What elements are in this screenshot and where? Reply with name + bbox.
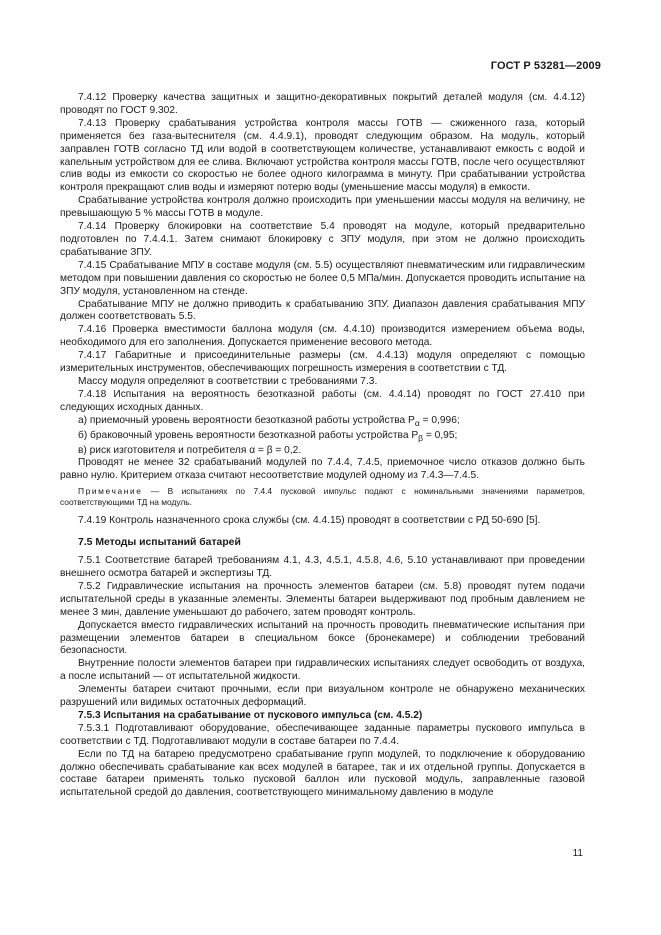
document-body (60, 92, 585, 800)
paragraph-7-4-17: 7.4.17 Габаритные и присоединительные размеры (см. 4.4.13) модуля определяют с помощью измерительных инструментов, обеспечивающих погрешность измерения в соответствии с ТД. (60, 350, 585, 375)
paragraph-text: Массу модуля определяют в соответствии с требованиями 7.3. (78, 375, 378, 387)
list-item-c: в) риск изготовителя и потребителя α = β = 0,2. (78, 444, 302, 456)
paragraph-7-4-18: 7.4.18 Испытания на вероятность безотказной работы (см. 4.4.14) проводят по ГОСТ 27.410 при следующих исходных данных. (60, 388, 585, 413)
paragraph-text: Срабатывание устройства контроля должно происходить при уменьшении массы модуля на величину, не превышающую 5 % массы ГОТВ в модуле. (60, 195, 585, 220)
section-heading-7-5: 7.5 Методы испытаний батарей (78, 537, 241, 549)
paragraph-7-4-13: 7.4.13 Проверку срабатывания устройства контроля массы ГОТВ — сжиженного газа, который применяется без газа-вытеснителя (см. 4.4.9.1), проводят следующим образом. На модуль, который заправлен ГОТВ согласно ТД или водой в соответствующем количестве, устанавливают емкость с водой и капельным устройством для ее слива. Включают устройства контроля массы ГОТВ, после чего осуществляют слив воды из емкости со скоростью не более одного килограмма в минуту. При срабатывании устройства контроля прекращают слив воды и измеряют потерю воды (уменьшение массы модуля) в емкости. (60, 117, 585, 194)
subsection-heading-7-5-3: 7.5.3 Испытания на срабатывание от пускового импульса (см. 4.5.2) (78, 709, 423, 721)
paragraph-7-4-12: 7.4.12 Проверку качества защитных и защитно-декоративных покрытий деталей модуля (см. 4.4.12) проводят по ГОСТ 9.302. (60, 92, 585, 116)
paragraph-7-4-16: 7.4.16 Проверка вместимости баллона модуля (см. 4.4.10) производится измерением объема воды, необходимого для его заполнения. Допускается применение весового метода. (60, 324, 585, 349)
page-number: 11 (572, 848, 583, 859)
paragraph-text: Срабатывание МПУ не должно приводить к срабатыванию ЗПУ. Диапазон давления срабатывания МПУ должен соответствовать 5.5. (60, 298, 585, 323)
note-text: — В испытаниях по 7.4.4 пусковой импульс подают с номинальными значениями параметров, соответствующими ТД на модуль. (60, 486, 585, 508)
paragraph-7-4-14: 7.4.14 Проверку блокировки на соответствие 5.4 проводят на модуле, который предварительно подготовлен по 7.4.4.1. Затем снимают блокировку с ЗПУ модуля, при этом не должно происходить срабатывание ЗПУ. (60, 221, 585, 258)
note (60, 486, 585, 508)
paragraph-text: Внутренние полости элементов батареи при гидравлических испытаниях следует освободить от воздуха, а после испытаний — от испытательной жидкости. (60, 658, 585, 683)
paragraph-7-4-19: 7.4.19 Контроль назначенного срока службы (см. 4.4.15) проводят в соответствии с РД 50-690 [5]. (78, 515, 541, 527)
note-label: Примечание (78, 486, 143, 497)
paragraph-text: Проводят не менее 32 срабатываний модулей по 7.4.4, 7.4.5, приемочное число отказов должно быть равно нулю. Критерием отказа считают несоответствие модулей одному из 7.4.3—7.4.5. (60, 457, 585, 482)
paragraph-text: Если по ТД на батарею предусмотрено срабатывание групп модулей, то подключение к оборудованию должно обеспечивать срабатывание как всех модулей в батарее, так и их отдельной группы. Допускается в составе батареи применять только пусковой баллон или пусковой модуль, заправленные газовой испытательной средой до давления, соответствующего минимальному давлению в модуле (60, 748, 585, 799)
paragraph-7-5-2: 7.5.2 Гидравлические испытания на прочность элементов батареи (см. 5.8) проводят путем подачи испытательной среды в указанные элементы. Элементы батареи выдерживают под пробным давлением не менее 3 мин, давление уменьшают до рабочего, затем проводят контроль. (60, 580, 585, 618)
list-item-a: а) приемочный уровень вероятности безотказной работы устройства $P_\alpha = 0,996$; (78, 414, 460, 428)
paragraph-7-5-3-1: 7.5.3.1 Подготавливают оборудование, обеспечивающее заданные параметры пускового импульса в соответствии с ТД. Подготавливают модули в составе батареи по 7.4.4. (60, 722, 585, 747)
paragraph-7-5-1: 7.5.1 Соответствие батарей требованиям 4.1, 4.3, 4.5.1, 4.5.8, 4.6, 5.10 устанавливают при проведении внешнего осмотра батарей и экспертизы ТД. (60, 555, 585, 579)
paragraph-text: Элементы батареи считают прочными, если при визуальном контроле не обнаружено механических разрушений или видимых остаточных деформаций. (60, 684, 585, 709)
paragraph-7-4-15: 7.4.15 Срабатывание МПУ в составе модуля (см. 5.5) осуществляют пневматическим или гидравлическим методом при повышении давления со скоростью не более 0,5 МПа/мин. Допускается проводить испытание на ЗПУ модуля, установленном на стенде. (60, 259, 585, 297)
list-item-b: б) браковочный уровень вероятности безотказной работы устройства $P_\beta = 0,95$; (78, 429, 458, 443)
paragraph-text: Допускается вместо гидравлических испытаний на прочность проводить пневматические испытания при размещении элементов батареи в специальном боксе (бронекамере) и соблюдении требований безопасности. (60, 619, 585, 657)
document-code-header: ГОСТ Р 53281—2009 (490, 60, 601, 72)
